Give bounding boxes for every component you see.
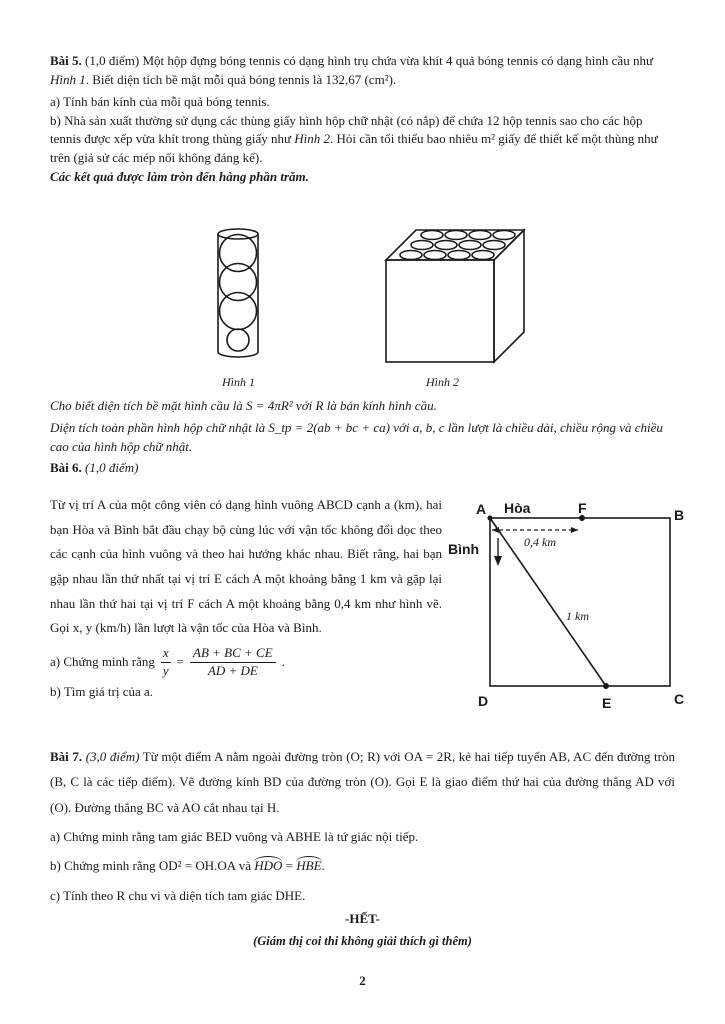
bai5-points: (1,0 điểm): [85, 53, 140, 68]
tennis-ball-4: [227, 329, 249, 351]
label-binh: Bình: [448, 541, 480, 557]
label-c: C: [674, 691, 685, 707]
formula-box-area: Diện tích toàn phần hình hộp chữ nhật là S_tp = 2(ab + bc + ca) với a, b, c lần lượt là chiều dài, chiều rộng và chiều cao của hình hộp chữ nhật.: [50, 419, 663, 454]
angle-hbe: HBE: [296, 858, 322, 874]
fig1-caption: Hình 1: [222, 375, 255, 389]
frac-x: x: [161, 645, 171, 663]
angle-equals: =: [285, 858, 293, 874]
bai5-intro-text-1: Một hộp đựng bóng tennis có dạng hình trụ chứa vừa khít 4 quả bóng tennis có dạng hình cầu như: [142, 53, 654, 68]
fraction-x-over-y: [161, 645, 171, 680]
fraction-path-ratio: [190, 645, 276, 680]
formula-sphere-area: Cho biết diện tích bề mặt hình cầu là S = 4πR² với R là bán kính hình cầu.: [50, 398, 437, 413]
binh-direction-arrow: [494, 556, 502, 566]
box-front-face: [386, 260, 494, 362]
bai7-part-b: [50, 853, 675, 878]
bai7-intro: [50, 744, 675, 820]
bai5-formulas: [50, 397, 675, 477]
bai6-points: (1,0 điểm): [85, 459, 139, 475]
bai5-part-b-text-2: . Hỏi cần tối thiểu bao nhiêu m² giấy để thiết kế một thùng như trên (giả sử các mép nối không đáng kể).: [50, 131, 658, 166]
arrow-af-right: [571, 527, 578, 533]
figure-2-box: [380, 224, 530, 368]
bai6-problem: [50, 493, 442, 705]
bai6-part-b: b) Tìm giá trị của a.: [50, 683, 154, 699]
tennis-ball-3: [220, 293, 257, 330]
cylinder-bottom: [218, 352, 258, 357]
point-e: [603, 683, 609, 689]
bai5-hinh1-ref: Hình 1: [50, 71, 86, 87]
figure-1-cylinder: [210, 226, 266, 366]
label-hoa: Hòa: [504, 500, 531, 516]
arrow-af-left: [492, 527, 499, 533]
label-af-length: 0,4 km: [524, 535, 556, 549]
label-f: F: [578, 500, 587, 516]
bai7-part-b-suffix: .: [321, 858, 325, 874]
fig2-caption: Hình 2: [426, 375, 459, 389]
bai5-part-b-text-1: b) Nhà sản xuất thường sử dụng các thùng giấy hình hộp chữ nhật (có nắp) để chứa 12 hộp tennis sao cho các hộp tennis được xếp vừa khít trong thùng giấy như: [50, 112, 643, 147]
bai7-points: (3,0 điểm): [85, 749, 140, 764]
bai5-heading: Bài 5.: [50, 53, 82, 68]
bai7-part-a: a) Chứng minh rằng tam giác BED vuông và ABHE là tứ giác nội tiếp.: [50, 829, 419, 845]
bai7-heading: Bài 7.: [50, 749, 83, 764]
label-e: E: [602, 695, 612, 711]
bai6-part-a: a) Chứng minh rằng $\frac{x}{y}$ = $\frac{AB + BC + CE}{AD + DE}$ .: [50, 645, 285, 679]
bai6-body: Từ vị trí A của một công viên có dạng hình vuông ABCD cạnh a (km), hai bạn Hòa và Bình bắt đầu chạy bộ cùng lúc với vận tốc không đổi dọc theo các cạnh của hình vuông và theo hai hướng khác nhau. Biết rằng, hai bạn gặp nhau lần thứ nhất tại vị trí E cách A một khoảng bằng 1 km và gặp lại nhau lần thứ hai tại vị trí F cách A một khoảng bằng 0,4 km như hình vẽ. Gọi x, y (km/h) lần lượt là vận tốc của Hòa và Bình.: [50, 497, 442, 636]
end-mark: -HẾT-: [345, 911, 380, 926]
point-a: [487, 515, 492, 520]
bai5-rounding-note: Các kết quả được làm tròn đến hàng phần trăm.: [50, 169, 309, 185]
angle-hdo: HDO: [254, 858, 283, 874]
label-b: B: [674, 507, 685, 523]
frac-y: y: [162, 663, 169, 679]
frac-denominator: AD + DE: [207, 663, 258, 679]
bai5-intro-text-2: . Biết diện tích bề mặt mỗi quả bóng tennis là 132,67 (cm²).: [85, 71, 397, 87]
bai5-intro: [50, 52, 675, 90]
bai7-part-c: c) Tính theo R chu vi và diện tích tam giác DHE.: [50, 887, 306, 903]
tennis-ball-2: [220, 264, 257, 301]
frac-numerator: AB + BC + CE: [190, 645, 276, 663]
tennis-ball-1: [220, 235, 257, 272]
bai7-body: Từ một điểm A nằm ngoài đường tròn (O; R) với OA = 2R, kẻ hai tiếp tuyến AB, AC đến đường tròn (B, C là các tiếp điểm). Vẽ đường kính BD của đường tròn (O). Gọi E là giao điểm thứ hai của đường thẳng AD với (O). Đường thẳng BC và AO cắt nhau tại H.: [50, 749, 675, 815]
bai5-part-a: a) Tính bán kính của mỗi quả bóng tennis.: [50, 93, 270, 109]
proctor-note: (Giám thị coi thi không giải thích gì thêm): [253, 934, 472, 948]
label-ae-length: 1 km: [566, 609, 589, 623]
bai7-part-b-prefix: b) Chứng minh rằng OD² = OH.OA và: [50, 858, 251, 874]
square-abcd: [490, 518, 670, 686]
page-number: 2: [359, 973, 366, 988]
bai6-title: [50, 459, 675, 478]
figure-square-abcd: [448, 496, 688, 718]
label-a: A: [476, 501, 487, 517]
bai7-problem: [50, 744, 675, 908]
label-d: D: [478, 693, 489, 709]
bai5-hinh2-ref: Hình 2: [294, 131, 331, 147]
bai5-problem: [50, 52, 675, 187]
bai5-part-b: [50, 112, 675, 169]
bai6-heading: Bài 6.: [50, 459, 82, 475]
bai6-part-a-prefix: a) Chứng minh rằng: [50, 654, 155, 670]
